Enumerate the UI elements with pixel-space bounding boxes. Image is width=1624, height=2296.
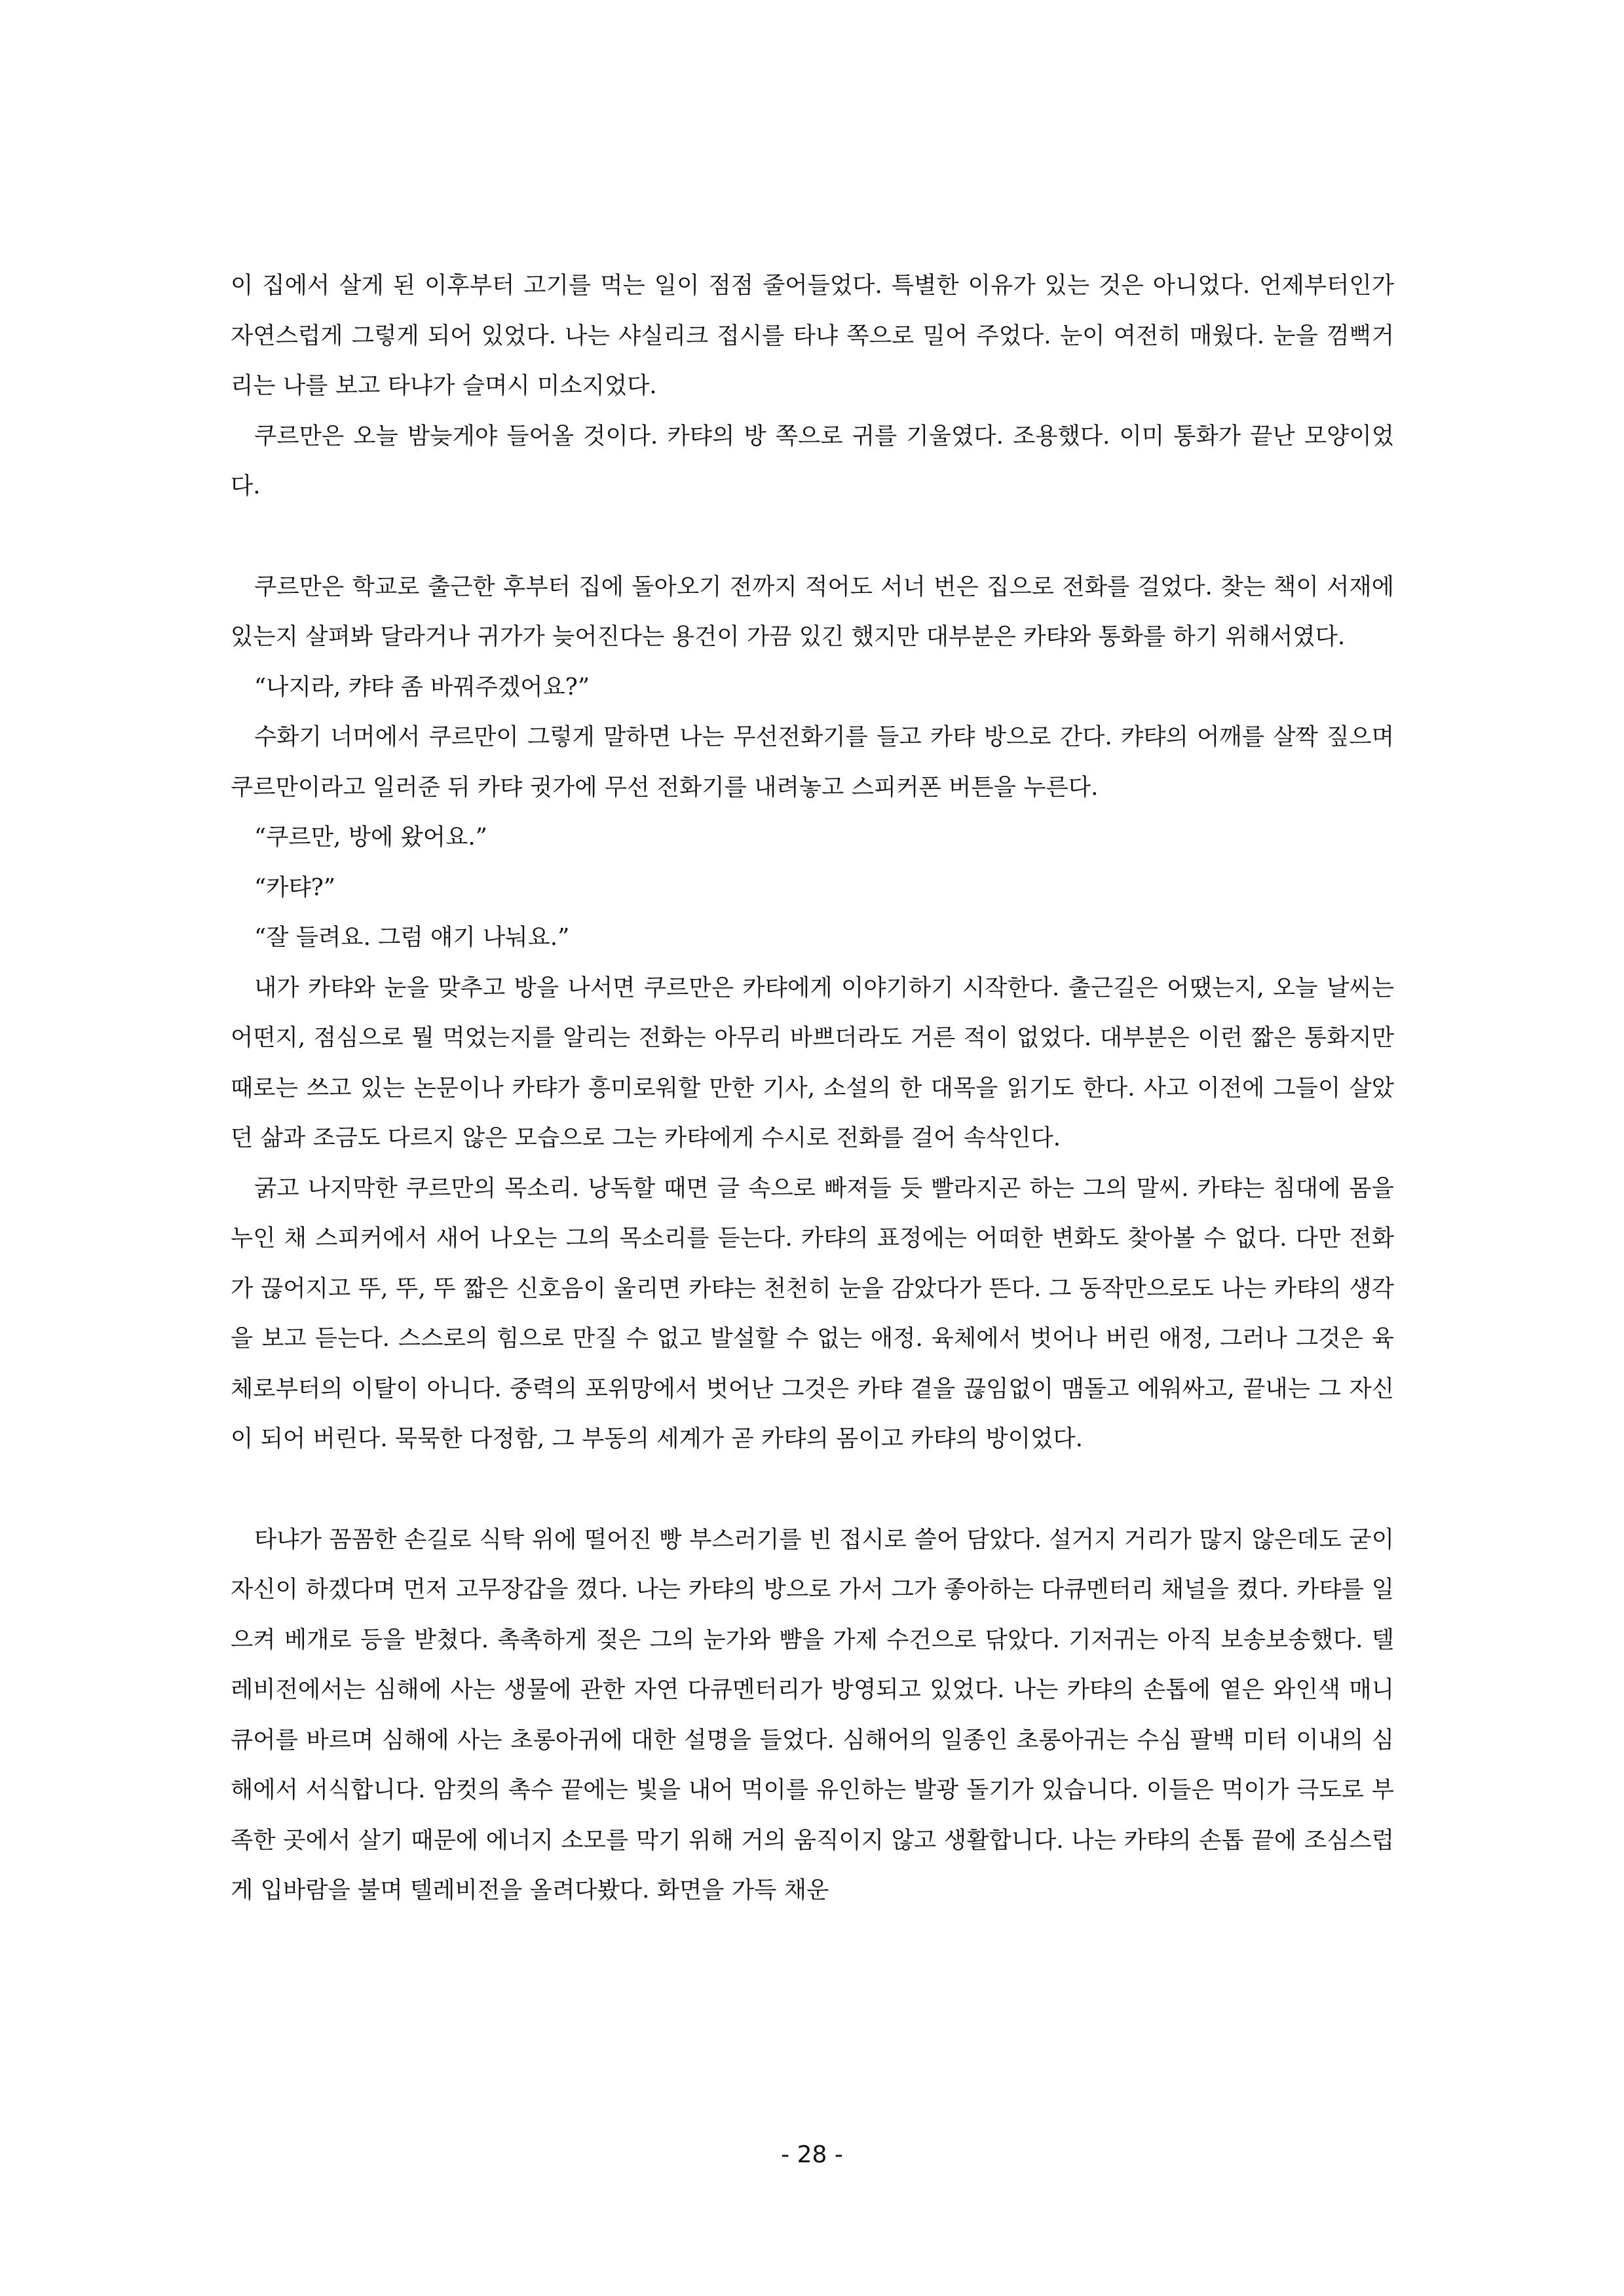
paragraph: 이 집에서 살게 된 이후부터 고기를 먹는 일이 점점 줄어들었다. 특별한 이유가 있는 것은 아니었다. 언제부터인가 자연스럽게 그렇게 되어 있었다. 나는 샤실리크 접시를 타냐 쪽으로 밀어 주었다. 눈이 여전히 매웠다. 눈을 껌뻑거리는 나를 보고 타냐가 슬며시 미소지었다. xyxy=(231,272,1394,399)
paragraph: 타냐가 꼼꼼한 손길로 식탁 위에 떨어진 빵 부스러기를 빈 접시로 쓸어 담았다. 설거지 거리가 많지 않은데도 굳이 자신이 하겠다며 먼저 고무장갑을 꼈다. 나는 카탸의 방으로 가서 그가 좋아하는 다큐멘터리 채널을 켰다. 카탸를 일으켜 베개로 등을 받쳤다. 촉촉하게 젖은 그의 눈가와 뺨을 가제 수건으로 닦았다. 기저귀는 아직 보송보송했다. 텔레비전에서는 심해에 사는 생물에 관한 자연 다큐멘터리가 방영되고 있었다. 나는 카탸의 손톱에 옅은 와인색 매니큐어를 바르며 심해에 사는 초롱아귀에 대한 설명을 들었다. 심해어의 일종인 초롱아귀는 수심 팔백 미터 이내의 심해에서 서식합니다. 암컷의 촉수 끝에는 빛을 내어 먹이를 유인하는 발광 돌기가 있습니다. 이들은 먹이가 극도로 부족한 곳에서 살기 때문에 에너지 소모를 막기 위해 거의 움직이지 않고 생활합니다. 나는 카탸의 손톱 끝에 조심스럽게 입바람을 불며 텔레비전을 올려다봤다. 화면을 가득 채운 xyxy=(231,1525,1394,1904)
paragraph-gap xyxy=(231,512,1394,562)
paragraph: “나지라, 캬탸 좀 바꿔주겠어요?” xyxy=(254,673,590,700)
paragraph: 내가 카탸와 눈을 맞추고 방을 나서면 쿠르만은 카탸에게 이야기하기 시작한다. 출근길은 어땠는지, 오늘 날씨는 어떤지, 점심으로 뭘 먹었는지를 알리는 전화는 아무리 바쁘더라도 거른 적이 없었다. 대부분은 이런 짧은 통화지만 때로는 쓰고 있는 논문이나 카탸가 흥미로워할 만한 기사, 소설의 한 대목을 읽기도 한다. 사고 이전에 그들이 살았던 삶과 조금도 다르지 않은 모습으로 그는 카탸에게 수시로 전화를 걸어 속삭인다. xyxy=(231,974,1394,1151)
page-number: - 28 - xyxy=(781,2141,843,2168)
paragraph: “잘 들려요. 그럼 얘기 나눠요.” xyxy=(254,924,570,951)
paragraph: “카탸?” xyxy=(254,873,335,901)
paragraph: 수화기 너머에서 쿠르만이 그렇게 말하면 나는 무선전화기를 들고 카탸 방으로 간다. 캬탸의 어깨를 살짝 짚으며 쿠르만이라고 일러준 뒤 카탸 귓가에 무선 전화기를 내려놓고 스피커폰 버튼을 누른다. xyxy=(231,723,1394,801)
paragraph: 쿠르만은 학교로 출근한 후부터 집에 돌아오기 전까지 적어도 서너 번은 집으로 전화를 걸었다. 찾는 책이 서재에 있는지 살펴봐 달라거나 귀가가 늦어진다는 용건이 가끔 있긴 했지만 대부분은 카탸와 통화를 하기 위해서였다. xyxy=(231,573,1394,650)
paragraph: “쿠르만, 방에 왔어요.” xyxy=(254,824,487,851)
paragraph: 굵고 나지막한 쿠르만의 목소리. 낭독할 때면 글 속으로 빠져들 듯 빨라지곤 하는 그의 말씨. 카탸는 침대에 몸을 누인 채 스피커에서 새어 나오는 그의 목소리를 듣는다. 카탸의 표정에는 어떠한 변화도 찾아볼 수 없다. 다만 전화가 끊어지고 뚜, 뚜, 뚜 짧은 신호음이 울리면 카탸는 천천히 눈을 감았다가 뜬다. 그 동작만으로도 나는 카탸의 생각을 보고 듣는다. 스스로의 힘으로 만질 수 없고 발설할 수 없는 애정. 육체에서 벗어나 버린 애정, 그러나 그것은 육체로부터의 이탈이 아니다. 중력의 포위망에서 벗어난 그것은 카탸 곁을 끊임없이 맴돌고 에워싸고, 끝내는 그 자신이 되어 버린다. 묵묵한 다정함, 그 부동의 세계가 곧 카탸의 몸이고 카탸의 방이었다. xyxy=(231,1174,1394,1452)
paragraph: 쿠르만은 오늘 밤늦게야 들어올 것이다. 카탸의 방 쪽으로 귀를 기울였다. 조용했다. 이미 통화가 끝난 모양이었다. xyxy=(231,422,1394,499)
body-text xyxy=(231,261,1394,1916)
paragraph-gap xyxy=(231,1464,1394,1515)
